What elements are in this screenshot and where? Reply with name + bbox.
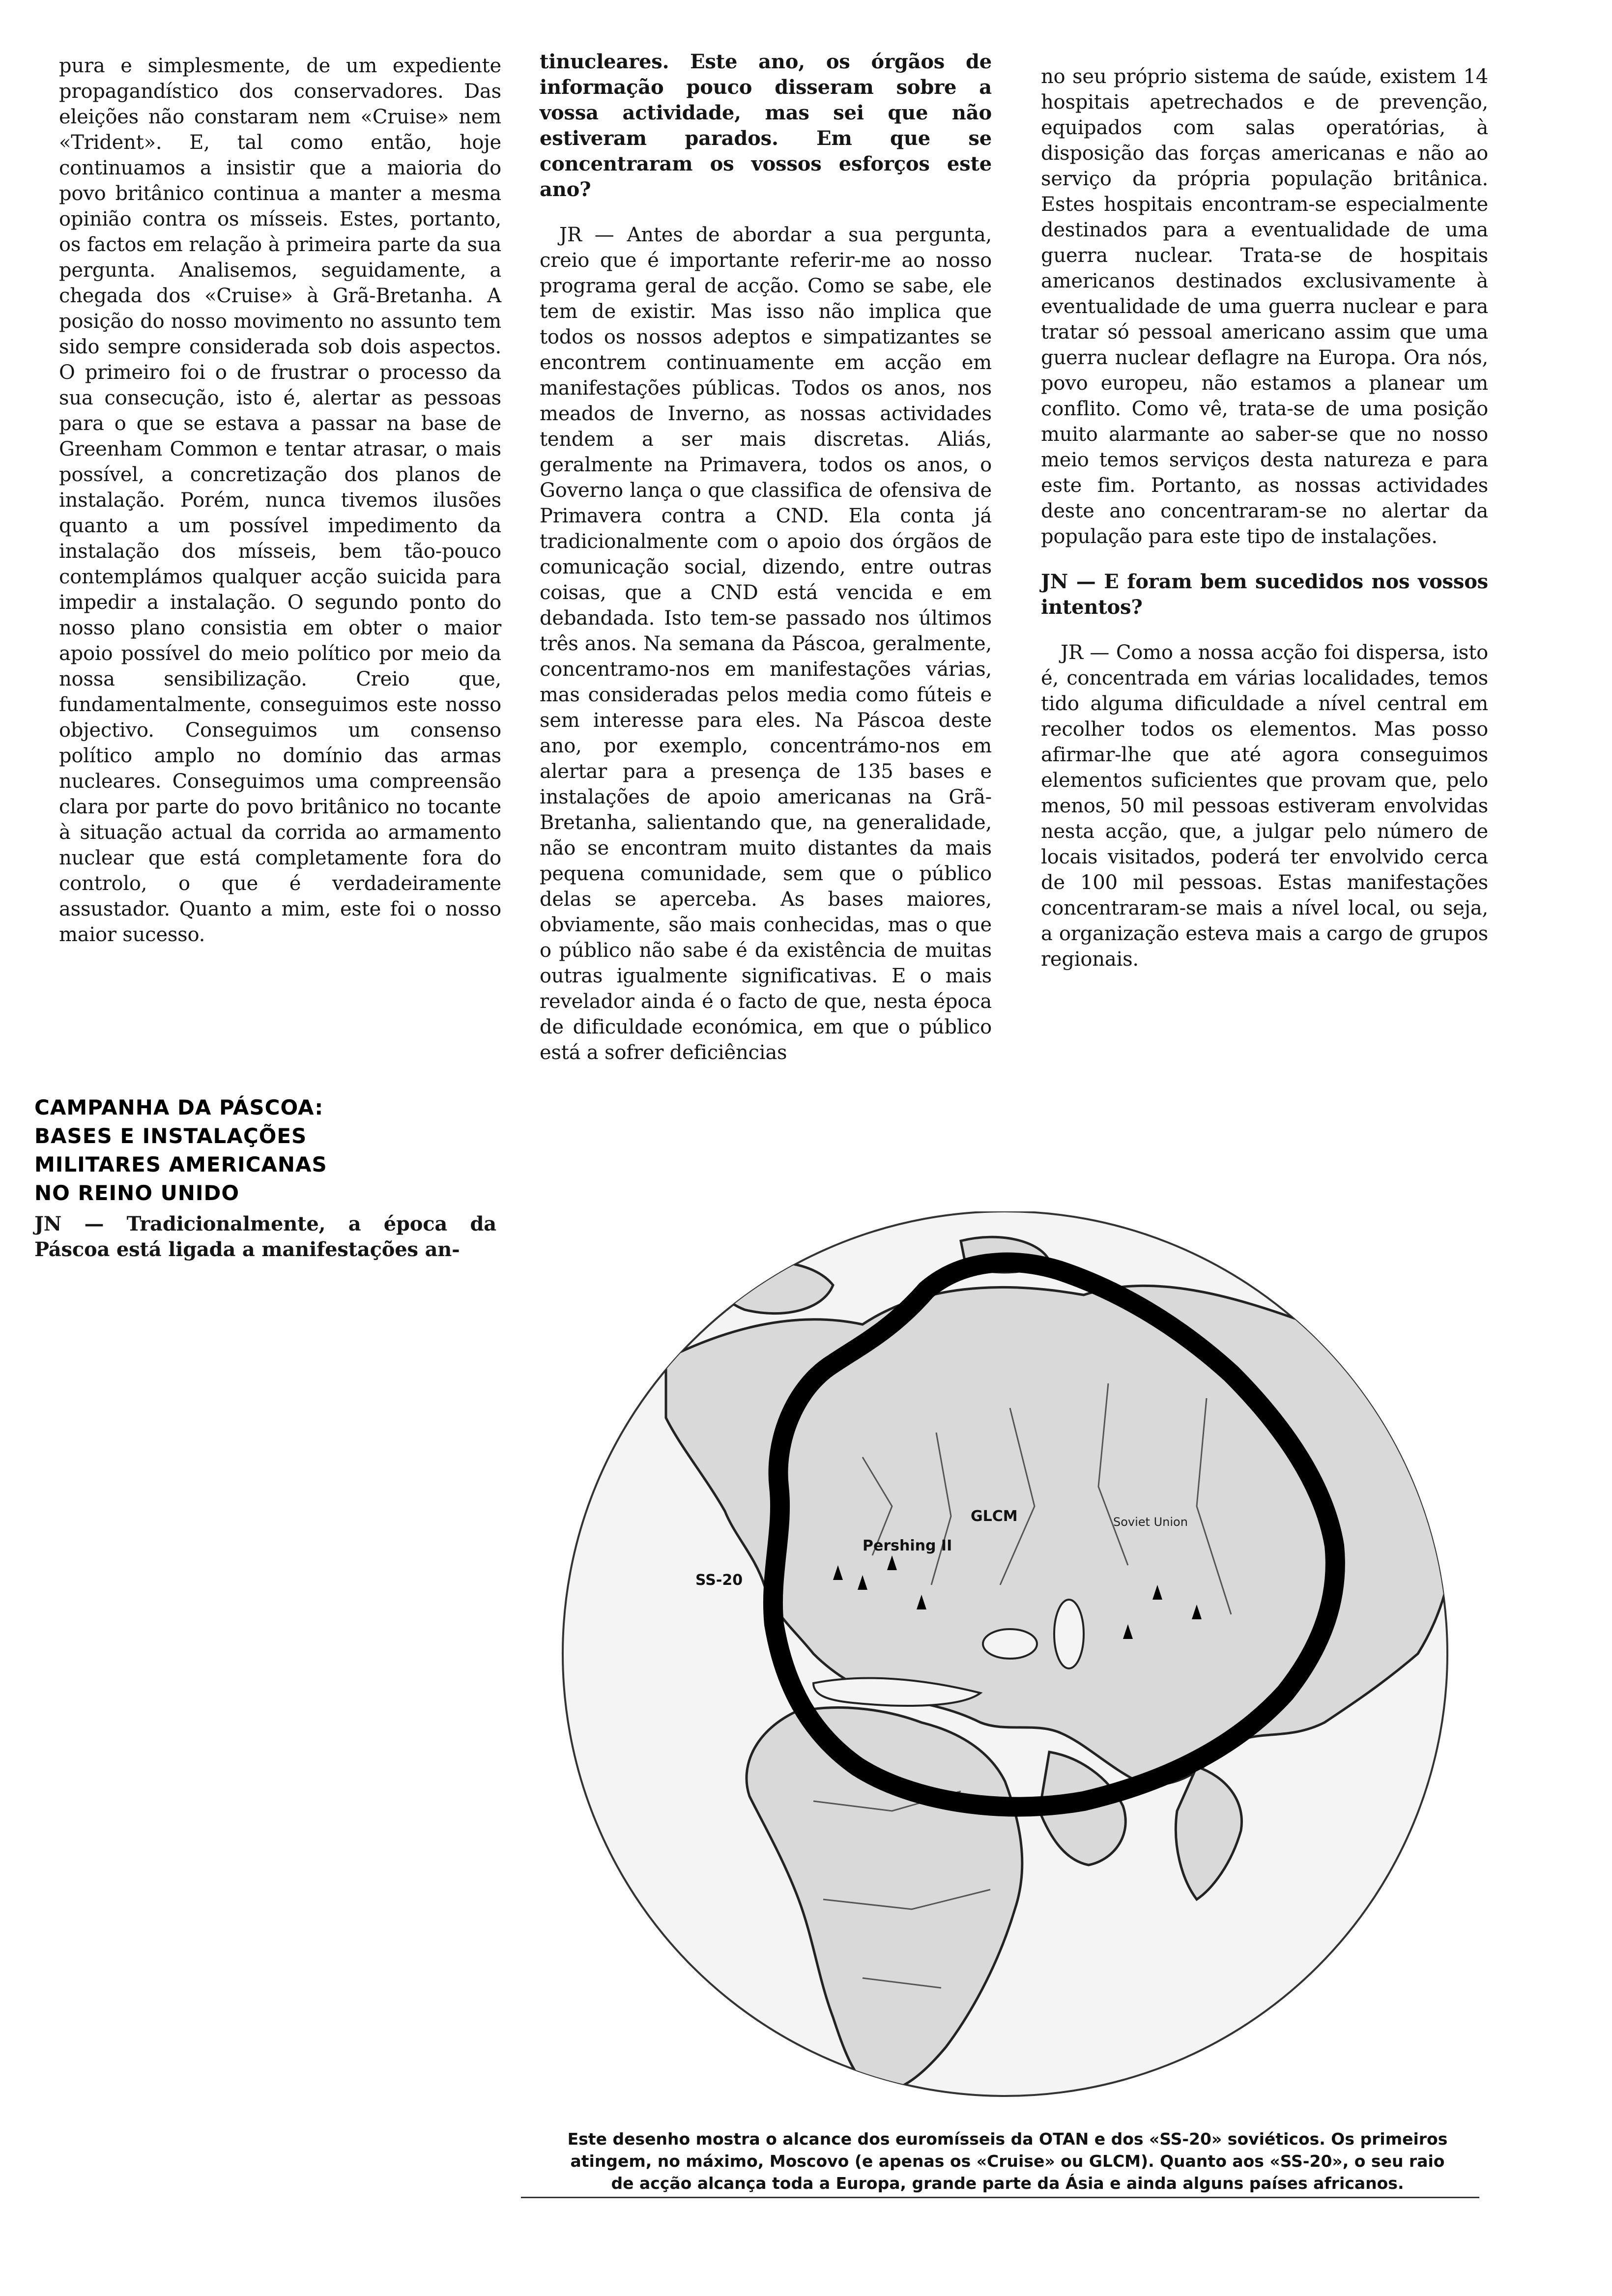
- column-3-text: no seu próprio sistema de saúde, existem 14 hospitais apetrechados e de prevenção, equipados com salas operatórias, à disposição das forças americanas e não ao serviço da própria população britânica. Estes hospitais encontram-se especialmente destinados para a eventualidade de uma guerra nuclear. Trata-se de hospitais americanos destinados exclusivamente à eventualidade de uma guerra nuclear e para tratar só pessoal americano assim que uma guerra nuclear deflagre na Europa. Ora nós, povo europeu, não estamos a planear um conflito. Como vê, trata-se de uma posição muito alarmante ao saber-se que no nosso meio temos serviços desta natureza e para este fim. Portanto, as nossas actividades deste ano concentraram-se no alertar da população para este tipo de instalações.: [1041, 65, 1488, 548]
- heading-line-4: NO REINO UNIDO: [34, 1181, 240, 1205]
- interview-question-1-cont: tinucleares. Este ano, os órgãos de informação pouco disseram sobre a vossa actividade, mas sei que não estiveram parados. Em que se concentraram os vossos esforços este ano?: [540, 50, 992, 201]
- article-column-1-bottom: [34, 1093, 496, 1263]
- interview-answer-2: JR — Como a nossa acção foi dispersa, isto é, concentrada em várias localidades, temos tido alguma dificuldade a nível central em recolher todos os elementos. Mas posso afirmar-lhe que até agora conseguimos elementos suficientes que provam que, pelo menos, 50 mil pessoas estiveram envolvidas nesta acção, que, a julgar pelo número de locais visitados, poderá ter envolvido cerca de 100 mil pessoas. Estas manifestações concentraram-se mais a nível local, ou seja, a organização esteva mais a cargo de grupos regionais.: [1041, 641, 1488, 971]
- column-1-text: pura e simplesmente, de um expediente propagandístico dos conservadores. Das eleições não constaram nem «Cruise» nem «Trident». E, tal como então, hoje continuamos a insistir que a maioria do povo britânico continua a manter a mesma opinião contra os mísseis. Estes, portanto, os factos em relação à primeira parte da sua pergunta. Analisemos, seguidamente, a chegada dos «Cruise» à Grã-Bretanha. A posição do nosso movimento no assunto tem sido sempre considerada sob dois aspectos. O primeiro foi o de frustrar o processo da sua consecução, isto é, alertar as pessoas para o que se estava a passar na base de Greenham Common e tentar atrasar, o mais possível, a concretização dos planos de instalação. Porém, nunca tivemos ilusões quanto a um possível impedimento da instalação dos mísseis, bem tão-pouco contemplámos qualquer acção suicida para impedir a instalação. O segundo ponto do nosso plano consistia em obter o maior apoio possível do meio político por meio da nossa sensibilização. Creio que, fundamentalmente, conseguimos este nosso objectivo. Conseguimos um consenso político amplo no domínio das armas nucleares. Conseguimos uma compreensão clara por parte do povo britânico no tocante à situação actual da corrida ao armamento nuclear que está completamente fora do controlo, o que é verdadeiramente assustador. Quanto a mim, este foi o nosso maior sucesso.: [59, 55, 501, 946]
- label-ss20: SS-20: [695, 1572, 743, 1589]
- article-column-3: [1041, 64, 1488, 1116]
- heading-line-2: BASES E INSTALAÇÕES: [34, 1124, 307, 1148]
- interview-question-2: JN — E foram bem sucedidos nos vossos intentos?: [1041, 570, 1488, 619]
- article-column-2: [540, 49, 992, 1165]
- heading-line-1: CAMPANHA DA PÁSCOA:: [34, 1095, 324, 1119]
- missile-range-map: [518, 1211, 1501, 2135]
- interview-answer-1: JR — Antes de abordar a sua pergunta, creio que é importante referir-me ao nosso programa geral de acção. Como se sabe, ele tem de existir. Mas isso não implica que todos os nossos adeptos e simpatizantes se encontrem continuamente em acção em manifestações públicas. Todos os anos, nos meados de Inverno, as nossas actividades tendem a ser mais discretas. Aliás, geralmente na Primavera, todos os anos, o Governo lança o que classifica de ofensiva de Primavera contra a CND. Ela conta já tradicionalmente com o apoio dos órgãos de comunicação social, dizendo, entre outras coisas, que a CND está vencida e em debandada. Isto tem-se passado nos últimos três anos. Na semana da Páscoa, geralmente, concentramo-nos em manifestações várias, mas consideradas pelos media como fúteis e sem interesse para eles. Na Páscoa deste ano, por exemplo, concentrámo-nos em alertar para a presença de 135 bases e instalações de apoio americanas na Grã-Bretanha, salientando que, na generalidade, não se encontram muito distantes da mais pequena comunidade, sem que o público delas se aperceba. As bases maiores, obviamente, são mais conhecidas, mas o que o público não sabe é da existência de muitas outras igualmente significativas. E o mais revelador ainda é o facto de que, nesta época de dificuldade económica, em que o público está a sofrer deficiências: [540, 224, 992, 1064]
- section-heading: [34, 1093, 496, 1207]
- label-soviet-union: Soviet Union: [1113, 1515, 1188, 1529]
- heading-line-3: MILITARES AMERICANAS: [34, 1152, 327, 1177]
- interview-question-1: JN — Tradicionalmente, a época da Páscoa está ligada a manifestações an-: [34, 1212, 496, 1261]
- bottom-rule: [521, 2197, 1479, 2198]
- label-glcm: GLCM: [971, 1508, 1018, 1525]
- map-caption: Este desenho mostra o alcance dos euromísseis da OTAN e dos «SS-20» soviéticos. Os primeiros atingem, no máximo, Moscovo (e apenas os «Cruise» ou GLCM). Quanto aos «SS-20», o seu raio de acção alcança toda a Europa, grande parte da Ásia e ainda alguns países africanos.: [567, 2129, 1448, 2193]
- label-pershing: Pershing II: [863, 1537, 952, 1554]
- article-column-1: [59, 53, 501, 1041]
